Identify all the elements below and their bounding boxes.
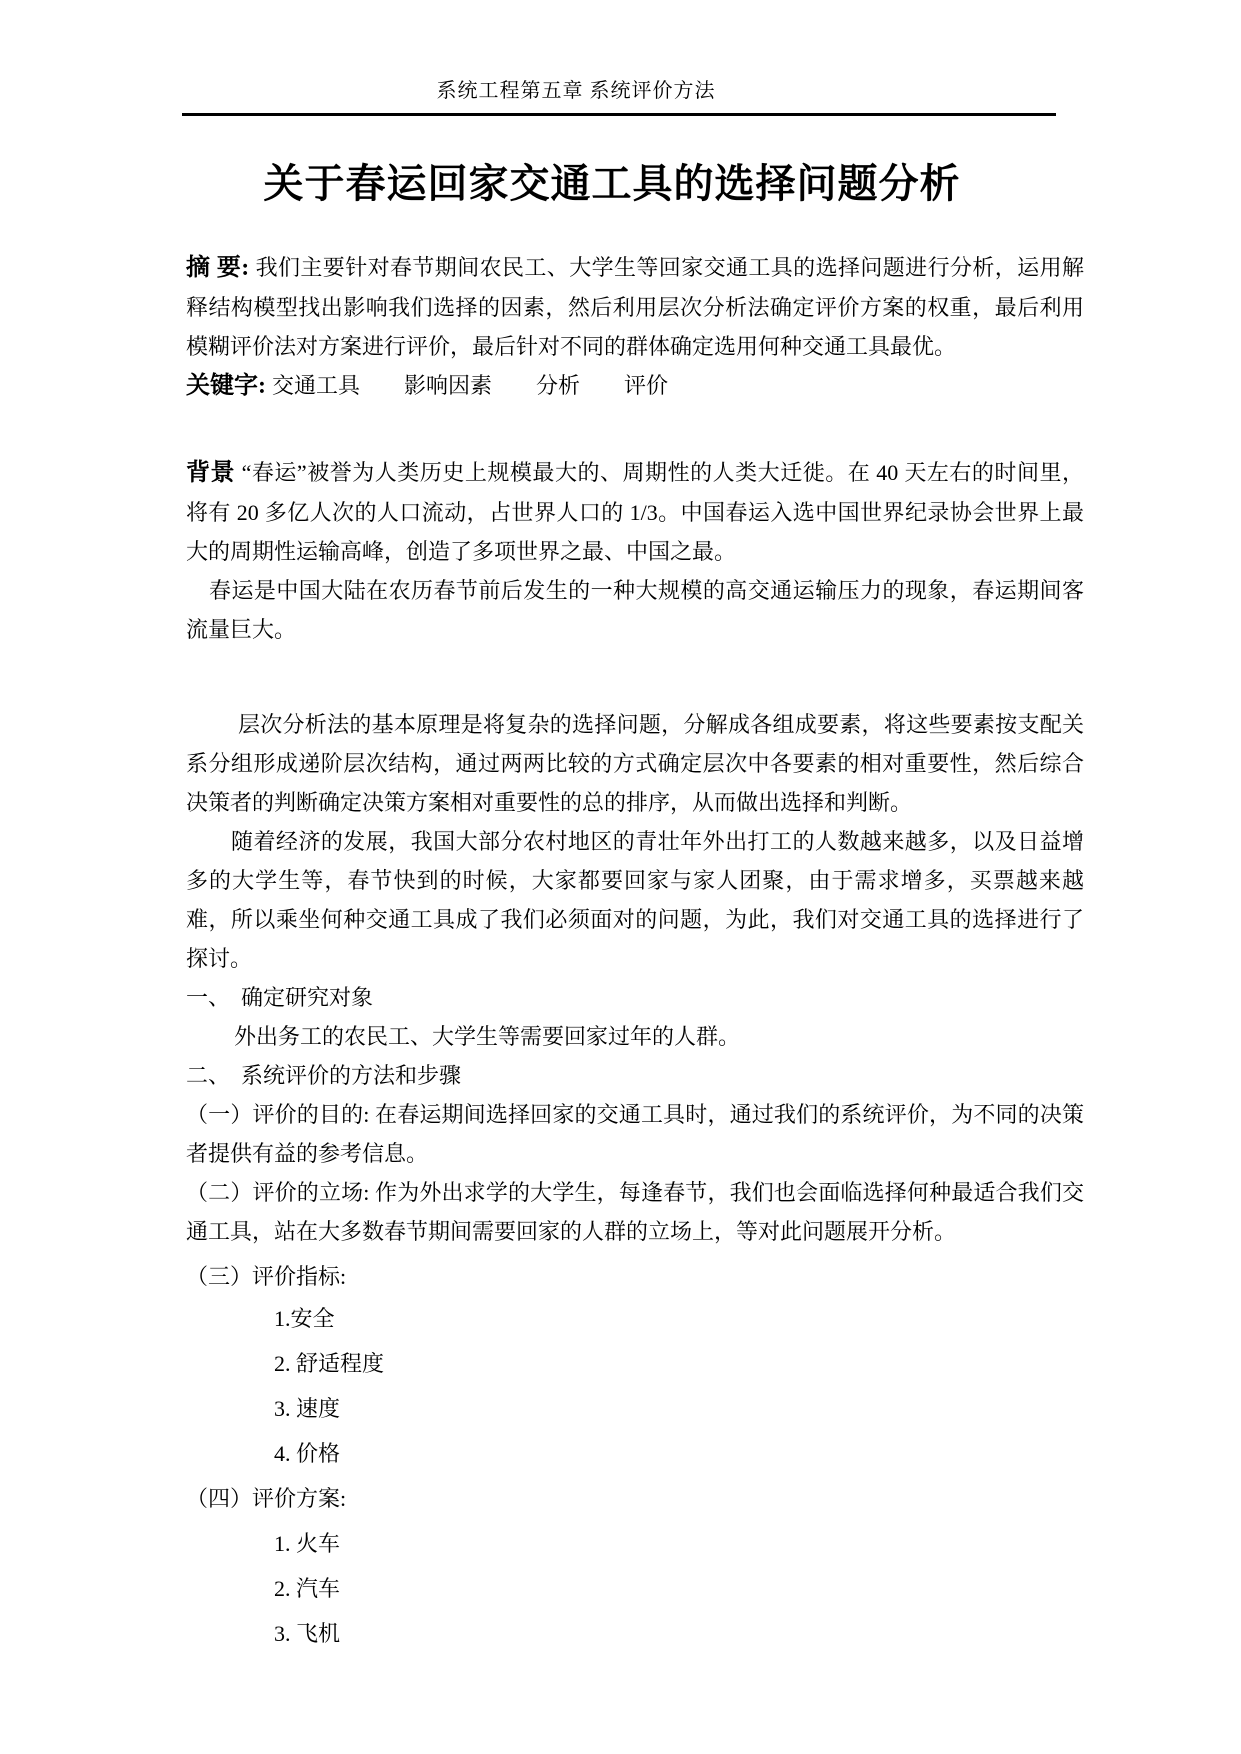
keywords-line	[186, 366, 1084, 406]
background-text: “春运”被誉为人类历史上规模最大的、周期性的人类大迁徙。在 40 天左右的时间里，将有 20 多亿人次的人口流动，占世界人口的 1/3。中国春运入选中国世界纪录协会世界上最大的周期性运输高峰，创造了多项世界之最、中国之最。	[186, 460, 1084, 564]
section-1-heading: 一、 确定研究对象	[186, 985, 374, 1010]
abstract-text: 我们主要针对春节期间农民工、大学生等回家交通工具的选择问题进行分析，运用解释结构模型找出影响我们选择的因素，然后利用层次分析法确定评价方案的权重，最后利用模糊评价法对方案进行评价，最后针对不同的群体确定选用何种交通工具最优。	[186, 255, 1084, 359]
item-4-heading: （四）评价方案:	[186, 1486, 347, 1511]
indicator-comfort: 2. 舒适程度	[274, 1351, 385, 1376]
item-3-heading: （三）评价指标:	[186, 1264, 347, 1289]
section-2-heading: 二、 系统评价的方法和步骤	[186, 1063, 462, 1088]
paragraph-economy: 随着经济的发展，我国大部分农村地区的青壮年外出打工的人数越来越多，以及日益增多的大学生等，春节快到的时候，大家都要回家与家人团聚，由于需求增多，买票越来越难，所以乘坐何种交通工具成了我们必须面对的问题，为此，我们对交通工具的选择进行了探讨。	[186, 829, 1084, 971]
keywords-label: 关键字:	[186, 373, 272, 399]
background-paragraph	[186, 453, 1084, 571]
indicator-safety: 1.安全	[274, 1306, 335, 1331]
page-header: 系统工程第五章 系统评价方法	[436, 80, 716, 102]
header-rule	[182, 113, 1056, 116]
paragraph-ahp: 层次分析法的基本原理是将复杂的选择问题，分解成各组成要素，将这些要素按支配关系分组形成递阶层次结构，通过两两比较的方式确定层次中各要素的相对重要性，然后综合决策者的判断确定决策方案相对重要性的总的排序，从而做出选择和判断。	[186, 712, 1084, 815]
background-label: 背景	[186, 460, 242, 486]
item-1-purpose: （一）评价的目的: 在春运期间选择回家的交通工具时，通过我们的系统评价，为不同的决策者提供有益的参考信息。	[186, 1102, 1084, 1166]
plan-bus: 2. 汽车	[274, 1576, 341, 1601]
plan-plane: 3. 飞机	[274, 1621, 341, 1646]
document-title: 关于春运回家交通工具的选择问题分析	[263, 161, 961, 206]
plan-train: 1. 火车	[274, 1531, 341, 1556]
keyword-item: 影响因素	[404, 373, 493, 398]
keyword-item: 交通工具	[272, 373, 361, 398]
keyword-item: 分析	[536, 373, 581, 398]
section-1-body: 外出务工的农民工、大学生等需要回家过年的人群。	[234, 1024, 741, 1049]
abstract-paragraph	[186, 248, 1084, 366]
abstract-label: 摘 要:	[186, 255, 256, 281]
item-2-standpoint: （二）评价的立场: 作为外出求学的大学生，每逢春节，我们也会面临选择何种最适合我们交通工具，站在大多数春节期间需要回家的人群的立场上，等对此问题展开分析。	[186, 1180, 1084, 1244]
indicator-price: 4. 价格	[274, 1441, 341, 1466]
keyword-item: 评价	[624, 373, 669, 398]
indicator-speed: 3. 速度	[274, 1396, 341, 1421]
paragraph-chunyun: 春运是中国大陆在农历春节前后发生的一种大规模的高交通运输压力的现象，春运期间客流量巨大。	[186, 578, 1084, 642]
